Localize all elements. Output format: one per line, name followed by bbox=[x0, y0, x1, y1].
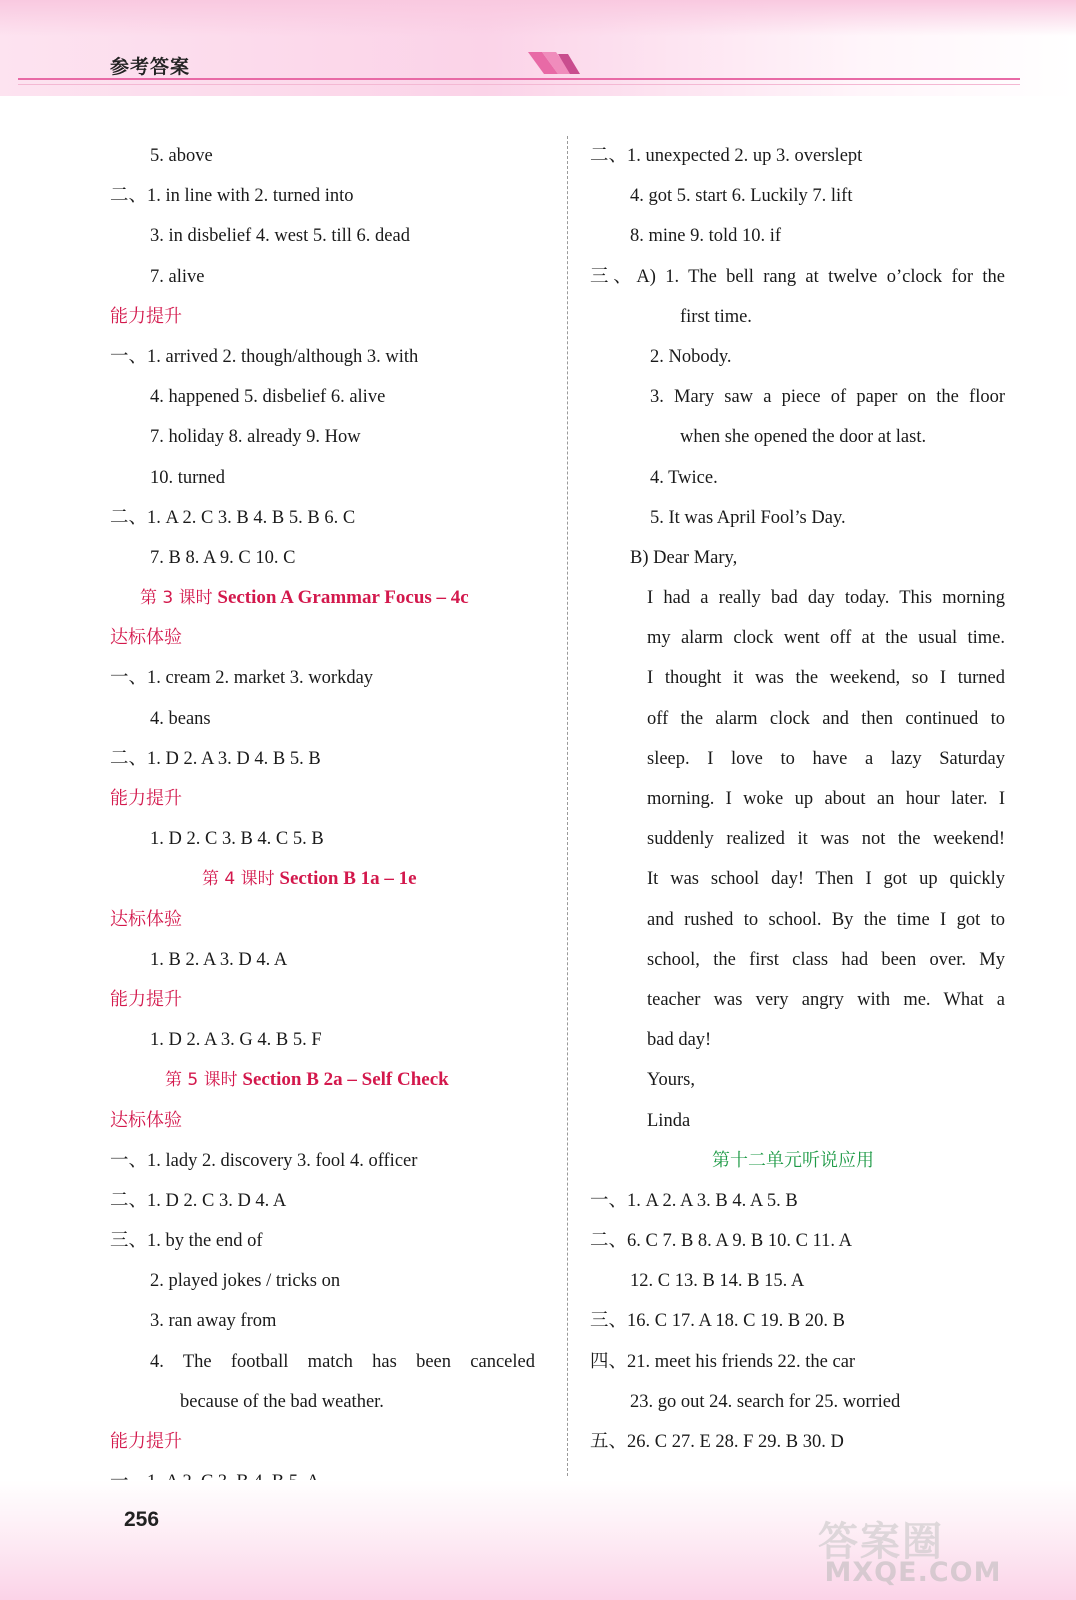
answer-line: off the alarm clock and then continued to bbox=[647, 708, 1005, 729]
answer-line: 3. in disbelief 4. west 5. till 6. dead bbox=[150, 226, 410, 247]
answer-line: 二、1. D 2. A 3. D 4. B 5. B bbox=[110, 748, 321, 769]
lesson-title bbox=[110, 859, 550, 899]
lesson-section: Section B 2a – Self Check bbox=[242, 1069, 449, 1091]
watermark-logo-text: 答案圈 bbox=[818, 1519, 944, 1565]
answer-line: Linda bbox=[647, 1110, 691, 1131]
header-rule-thin bbox=[18, 84, 1020, 85]
lesson-number: 第 4 课时 bbox=[202, 869, 275, 890]
answer-line: because of the bad weather. bbox=[180, 1391, 384, 1412]
answer-line: my alarm clock went off at the usual time. bbox=[647, 628, 1005, 649]
answer-line: 二、6. C 7. B 8. A 9. B 10. C 11. A bbox=[590, 1231, 852, 1252]
left-answer-column bbox=[110, 136, 550, 1502]
answer-line: 5. above bbox=[150, 146, 213, 166]
header-chevron-decoration bbox=[528, 50, 588, 76]
answer-line: teacher was very angry with me. What a bbox=[647, 989, 1005, 1010]
lesson-section: Section A Grammar Focus – 4c bbox=[217, 587, 469, 609]
answer-line: 1. D 2. C 3. B 4. C 5. B bbox=[150, 829, 324, 850]
answer-line: 1. D 2. A 3. G 4. B 5. F bbox=[150, 1030, 322, 1051]
answer-line: 4. The football match has been canceled bbox=[150, 1351, 535, 1372]
header-band bbox=[0, 0, 1076, 96]
header-title: 参考答案 bbox=[110, 56, 191, 78]
answer-line: 一、1. A 2. A 3. B 4. A 5. B bbox=[590, 1190, 798, 1211]
lesson-section: Section B 1a – 1e bbox=[279, 868, 417, 890]
answer-line: 1. B 2. A 3. D 4. A bbox=[150, 949, 288, 970]
answer-line: 三、16. C 17. A 18. C 19. B 20. B bbox=[590, 1311, 845, 1332]
answer-line: 7. alive bbox=[150, 266, 205, 287]
section-heading: 达标体验 bbox=[110, 908, 182, 930]
answer-line: 2. Nobody. bbox=[650, 346, 732, 367]
answer-line: 二、1. A 2. C 3. B 4. B 5. B 6. C bbox=[110, 507, 356, 528]
answer-line: school, the first class had been over. My bbox=[647, 949, 1005, 970]
answer-line: 一、1. arrived 2. though/although 3. with bbox=[110, 346, 419, 367]
answer-line: sleep. I love to have a lazy Saturday bbox=[647, 748, 1005, 769]
answer-line: B) Dear Mary, bbox=[630, 547, 738, 568]
lesson-title bbox=[110, 1060, 550, 1100]
answer-line: suddenly realized it was not the weekend! bbox=[647, 829, 1005, 850]
answer-line: 4. happened 5. disbelief 6. alive bbox=[150, 387, 386, 408]
answer-line: It was school day! Then I got up quickly bbox=[647, 869, 1005, 890]
watermark-site: MXQE.COM bbox=[824, 1557, 1002, 1588]
answer-line: 2. played jokes / tricks on bbox=[150, 1271, 341, 1292]
answer-line: 一、1. cream 2. market 3. workday bbox=[110, 668, 374, 689]
answer-line: 3. ran away from bbox=[150, 1311, 277, 1332]
answer-line: morning. I woke up about an hour later. I bbox=[647, 789, 1005, 809]
section-heading: 能力提升 bbox=[110, 1431, 182, 1452]
answer-line: when she opened the door at last. bbox=[680, 427, 927, 448]
column-divider bbox=[567, 136, 568, 1476]
answer-line: 4. got 5. start 6. Luckily 7. lift bbox=[630, 186, 853, 207]
answer-line: 7. holiday 8. already 9. How bbox=[150, 427, 361, 448]
answer-line: 三、A) 1. The bell rang at twelve o’clock for the bbox=[590, 266, 1005, 287]
right-answer-column bbox=[590, 136, 1030, 1462]
answer-line: 四、21. meet his friends 22. the car bbox=[590, 1351, 856, 1372]
answer-line: bad day! bbox=[647, 1030, 712, 1051]
lesson-number: 第 5 课时 bbox=[165, 1070, 238, 1091]
answer-line: 8. mine 9. told 10. if bbox=[630, 226, 782, 247]
answer-line: I thought it was the weekend, so I turned bbox=[647, 668, 1005, 689]
unit-title: 第十二单元听说应用 bbox=[712, 1149, 874, 1171]
answer-line: 五、26. C 27. E 28. F 29. B 30. D bbox=[590, 1432, 844, 1452]
answer-line: 4. beans bbox=[150, 708, 211, 729]
answer-line: 二、1. in line with 2. turned into bbox=[110, 186, 354, 207]
answer-line: 二、1. unexpected 2. up 3. overslept bbox=[590, 146, 863, 166]
answer-line: 二、1. D 2. C 3. D 4. A bbox=[110, 1190, 287, 1211]
page-number: 256 bbox=[124, 1508, 160, 1531]
section-heading: 达标体验 bbox=[110, 1109, 182, 1131]
watermark-logo bbox=[788, 1510, 1038, 1588]
answer-line: 三、1. by the end of bbox=[110, 1231, 263, 1252]
section-heading: 达标体验 bbox=[110, 627, 182, 649]
answer-line: 4. Twice. bbox=[650, 467, 718, 488]
answer-line: first time. bbox=[680, 306, 752, 327]
answer-line: 12. C 13. B 14. B 15. A bbox=[630, 1271, 805, 1292]
answer-line: 10. turned bbox=[150, 467, 226, 488]
answer-line: 3. Mary saw a piece of paper on the floor bbox=[650, 387, 1005, 408]
answer-line: 5. It was April Fool’s Day. bbox=[650, 507, 846, 528]
lesson-title bbox=[110, 578, 550, 618]
section-heading: 能力提升 bbox=[110, 988, 182, 1010]
section-heading: 能力提升 bbox=[110, 305, 182, 327]
section-heading: 能力提升 bbox=[110, 788, 182, 809]
lesson-number: 第 3 课时 bbox=[140, 588, 213, 609]
answer-line: 7. B 8. A 9. C 10. C bbox=[150, 547, 296, 568]
header-rule bbox=[18, 78, 1020, 80]
answer-line: 一、1. lady 2. discovery 3. fool 4. officer bbox=[110, 1150, 418, 1171]
answer-line: and rushed to school. By the time I got to bbox=[647, 909, 1005, 930]
answer-line: 23. go out 24. search for 25. worried bbox=[630, 1391, 901, 1412]
answer-line: I had a really bad day today. This morning bbox=[647, 588, 1005, 609]
answer-line: Yours, bbox=[647, 1070, 695, 1091]
